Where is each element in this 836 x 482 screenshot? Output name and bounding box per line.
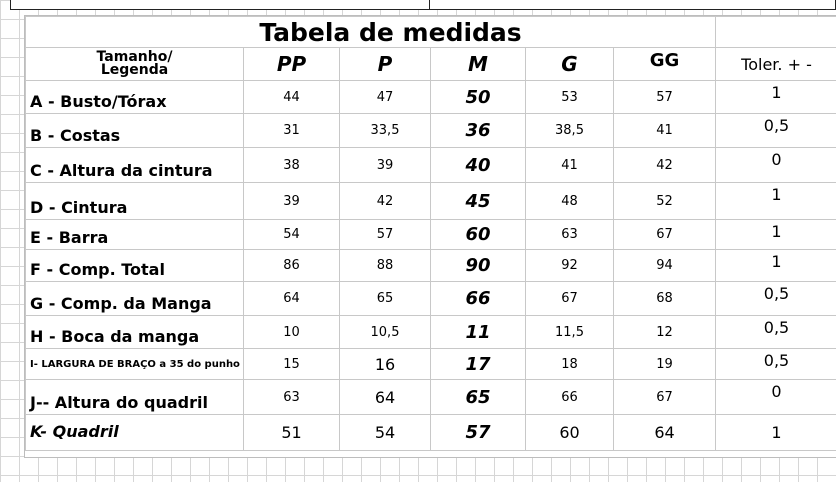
table-row bbox=[26, 81, 836, 114]
cell-gg: 57 bbox=[614, 81, 716, 114]
table-row bbox=[26, 415, 836, 451]
cell-pp: 15 bbox=[244, 349, 340, 380]
cell-g: 53 bbox=[526, 81, 614, 114]
cell-m: 66 bbox=[431, 282, 526, 316]
measurement-sheet bbox=[24, 15, 836, 458]
table-row bbox=[26, 148, 836, 183]
table-row bbox=[26, 349, 836, 380]
cell-tolerance: 1 bbox=[716, 220, 836, 250]
row-label: E - Barra bbox=[26, 220, 244, 250]
cell-g: 67 bbox=[526, 282, 614, 316]
row-label: A - Busto/Tórax bbox=[26, 81, 244, 114]
cell-gg: 41 bbox=[614, 114, 716, 148]
cell-m: 60 bbox=[431, 220, 526, 250]
table-row bbox=[26, 114, 836, 148]
cell-tolerance: 0,5 bbox=[716, 282, 836, 316]
header-size-pp: PP bbox=[244, 48, 340, 81]
cell-g: 66 bbox=[526, 380, 614, 415]
cell-p: 39 bbox=[340, 148, 431, 183]
cell-g: 11,5 bbox=[526, 316, 614, 349]
cell-pp: 39 bbox=[244, 183, 340, 220]
row-label: F - Comp. Total bbox=[26, 250, 244, 282]
table-row bbox=[26, 250, 836, 282]
size-chart-table bbox=[25, 16, 836, 451]
cell-g: 38,5 bbox=[526, 114, 614, 148]
cell-gg: 52 bbox=[614, 183, 716, 220]
cell-g: 60 bbox=[526, 415, 614, 451]
cell-gg: 19 bbox=[614, 349, 716, 380]
row-label: D - Cintura bbox=[26, 183, 244, 220]
row-label: I- LARGURA DE BRAÇO a 35 do punho bbox=[26, 349, 244, 380]
cell-p: 33,5 bbox=[340, 114, 431, 148]
table-row bbox=[26, 282, 836, 316]
cell-p: 54 bbox=[340, 415, 431, 451]
cell-g: 41 bbox=[526, 148, 614, 183]
table-row bbox=[26, 183, 836, 220]
cell-gg: 68 bbox=[614, 282, 716, 316]
cell-tolerance: 1 bbox=[716, 415, 836, 451]
cell-tolerance: 0 bbox=[716, 380, 836, 415]
cell-tolerance: 0,5 bbox=[716, 114, 836, 148]
cell-m: 17 bbox=[431, 349, 526, 380]
cell-gg: 94 bbox=[614, 250, 716, 282]
cell-p: 88 bbox=[340, 250, 431, 282]
cell-pp: 38 bbox=[244, 148, 340, 183]
cell-pp: 64 bbox=[244, 282, 340, 316]
cell-pp: 31 bbox=[244, 114, 340, 148]
row-label: B - Costas bbox=[26, 114, 244, 148]
header-size-m: M bbox=[431, 48, 526, 81]
cell-p: 57 bbox=[340, 220, 431, 250]
cell-g: 18 bbox=[526, 349, 614, 380]
cell-m: 11 bbox=[431, 316, 526, 349]
cell-g: 92 bbox=[526, 250, 614, 282]
table-row bbox=[26, 316, 836, 349]
cell-g: 63 bbox=[526, 220, 614, 250]
cell-gg: 64 bbox=[614, 415, 716, 451]
cell-pp: 54 bbox=[244, 220, 340, 250]
cell-pp: 51 bbox=[244, 415, 340, 451]
cell-tolerance: 1 bbox=[716, 183, 836, 220]
cell-m: 40 bbox=[431, 148, 526, 183]
cell-tolerance: 1 bbox=[716, 250, 836, 282]
cell-m: 45 bbox=[431, 183, 526, 220]
row-label: G - Comp. da Manga bbox=[26, 282, 244, 316]
cell-p: 42 bbox=[340, 183, 431, 220]
cell-tolerance: 0 bbox=[716, 148, 836, 183]
row-label: K- Quadril bbox=[26, 415, 244, 451]
cell-pp: 10 bbox=[244, 316, 340, 349]
cell-gg: 67 bbox=[614, 220, 716, 250]
header-legend: Tamanho/ Legenda bbox=[26, 48, 244, 81]
cell-gg: 12 bbox=[614, 316, 716, 349]
cell-m: 65 bbox=[431, 380, 526, 415]
cell-pp: 44 bbox=[244, 81, 340, 114]
cell-p: 65 bbox=[340, 282, 431, 316]
top-frame bbox=[10, 0, 836, 10]
cell-tolerance: 1 bbox=[716, 81, 836, 114]
title-spacer bbox=[716, 17, 836, 48]
cell-m: 90 bbox=[431, 250, 526, 282]
cell-gg: 42 bbox=[614, 148, 716, 183]
cell-tolerance: 0,5 bbox=[716, 316, 836, 349]
cell-p: 10,5 bbox=[340, 316, 431, 349]
cell-tolerance: 0,5 bbox=[716, 349, 836, 380]
table-title: Tabela de medidas bbox=[26, 17, 716, 48]
row-label: J-- Altura do quadril bbox=[26, 380, 244, 415]
table-row bbox=[26, 380, 836, 415]
cell-g: 48 bbox=[526, 183, 614, 220]
cell-m: 57 bbox=[431, 415, 526, 451]
cell-p: 16 bbox=[340, 349, 431, 380]
header-size-gg: GG bbox=[614, 48, 716, 81]
cell-p: 47 bbox=[340, 81, 431, 114]
cell-p: 64 bbox=[340, 380, 431, 415]
header-size-g: G bbox=[526, 48, 614, 81]
header-tolerance: Toler. + - bbox=[716, 48, 836, 81]
cell-gg: 67 bbox=[614, 380, 716, 415]
cell-m: 50 bbox=[431, 81, 526, 114]
cell-pp: 86 bbox=[244, 250, 340, 282]
header-size-p: P bbox=[340, 48, 431, 81]
table-row bbox=[26, 220, 836, 250]
cell-pp: 63 bbox=[244, 380, 340, 415]
row-label: H - Boca da manga bbox=[26, 316, 244, 349]
row-label: C - Altura da cintura bbox=[26, 148, 244, 183]
cell-m: 36 bbox=[431, 114, 526, 148]
